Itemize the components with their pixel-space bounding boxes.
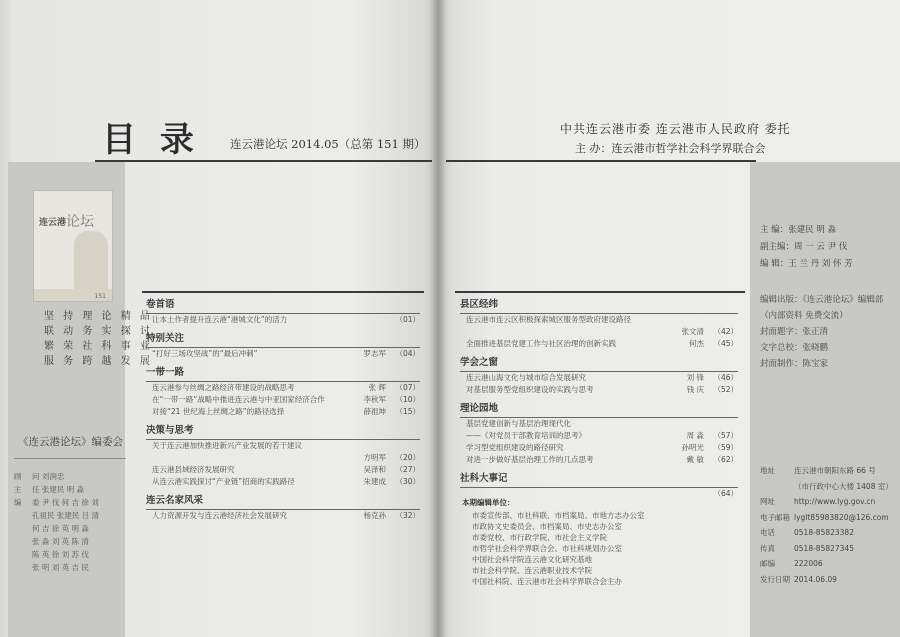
- editorial-board-row: [14, 522, 120, 535]
- toc-entry-author: 刘 锋: [686, 373, 704, 382]
- toc-entry-title: 关于连云港加快推进新兴产业发展的若干建议: [152, 441, 302, 450]
- board-role: [14, 561, 32, 574]
- toc-entry-author: 戴 敏: [686, 455, 704, 464]
- toc-entry-author: 张 辉: [368, 383, 386, 392]
- toc-entry: [146, 510, 420, 522]
- book-gutter: [430, 0, 446, 637]
- editorial-board-row: [14, 509, 120, 522]
- toc-entry-author: 罗志军: [363, 349, 386, 358]
- board-names: 任 张建民 明 淼: [32, 485, 85, 494]
- editorial-board-row: [14, 548, 120, 561]
- contact-row: [760, 572, 893, 588]
- toc-section-heading: 一带一路: [146, 366, 420, 382]
- toc-entry: [460, 454, 738, 466]
- cover-thumbnail: [33, 190, 113, 302]
- toc-entry-page: （01）: [395, 315, 420, 324]
- board-role: [14, 522, 32, 535]
- toc-entry-title: 连云港县域经济发展研究: [152, 465, 235, 474]
- toc-entry: [146, 394, 420, 406]
- board-role: [14, 548, 32, 561]
- masthead: [760, 222, 853, 273]
- header-rule-left: [95, 160, 432, 162]
- editing-units: [462, 497, 742, 587]
- units-line: 中国社科院、连云港市社会科学界联合会主办: [472, 577, 622, 586]
- contact-label: 发行日期: [760, 574, 790, 584]
- editorial-info-line: 编辑出版：《连云港论坛》编辑部: [760, 295, 884, 305]
- units-line: 市委党校、市行政学院、市社会主义学院: [472, 533, 607, 542]
- toc-entry-page: （15）: [395, 407, 420, 416]
- editorial-info: [760, 292, 883, 372]
- toc-section-heading: 决策与思考: [146, 424, 420, 440]
- toc-entry-title: 连云港参与丝绸之路经济带建设的战略思考: [152, 383, 295, 392]
- header-rule-right: [446, 160, 756, 162]
- toc-section-heading: 县区经纬: [460, 298, 738, 314]
- cover-big-title: 论坛: [66, 214, 94, 230]
- toc-entry-author: 孙明光: [681, 443, 704, 452]
- editorial-board-list: [14, 470, 120, 574]
- contact-label: 邮编: [760, 559, 775, 568]
- contact-label: [760, 479, 794, 495]
- toc-section-heading: 特别关注: [146, 332, 420, 348]
- contact-label: 地址: [760, 466, 775, 475]
- issue-label: 连云港论坛 2014.05（总第 151 期）: [230, 137, 426, 151]
- toc-entry-page: （64）: [713, 489, 738, 498]
- units-line: 市哲学社会科学界联合会、市社科规划办公室: [472, 544, 622, 553]
- toc-entry-page: （10）: [395, 395, 420, 404]
- toc-section-heading: 社科大事记: [460, 472, 738, 488]
- editorial-info-line: 封面题字：张正清: [760, 327, 829, 337]
- toc-entry-page: （30）: [395, 477, 420, 486]
- toc-entry: [146, 452, 420, 464]
- contact-value: lyglt85983820@126.com: [794, 512, 889, 522]
- page-title: 目 录: [102, 120, 200, 160]
- sponsor-line: 中共连云港市委 连云港市人民政府 委托: [560, 122, 791, 136]
- editorial-board-title: 《连云港论坛》编委会: [18, 436, 123, 448]
- contact-label: 电子邮箱: [760, 512, 790, 522]
- contact-row: [760, 556, 893, 572]
- editorial-board-row: [14, 483, 120, 496]
- toc-entry: [460, 338, 738, 350]
- toc-entry: [146, 314, 420, 326]
- board-role: 主: [14, 485, 22, 494]
- toc-section-heading: 卷首语: [146, 298, 420, 314]
- editorial-board-rule: [14, 458, 126, 459]
- cover-title: 连云港: [39, 218, 67, 228]
- contact-row: [760, 541, 893, 557]
- toc-entry-title: 人力资源开发与连云港经济社会发展研究: [152, 511, 287, 520]
- contact-row: [760, 494, 893, 510]
- toc-entry-title: ——《对党员干部教育培训的思考》: [466, 431, 586, 440]
- toc-entry-title: 让本土作者提升连云港“港城文化”的活力: [152, 315, 288, 324]
- editorial-info-line: （内部资料 免费交流）: [760, 311, 848, 321]
- contact-value: 222006: [794, 559, 823, 568]
- toc-entry-author: 何杰: [689, 339, 704, 348]
- toc-entry-title: 连云港山海文化与城市综合发展研究: [466, 373, 586, 382]
- toc-entry-page: （32）: [395, 511, 420, 520]
- units-line: 市委宣传部、市社科联、市档案局、市地方志办公室: [472, 511, 645, 520]
- units-line: 市社会科学院、连云港职业技术学院: [472, 566, 592, 575]
- board-role: [14, 535, 32, 548]
- toc-section-heading: 连云名家风采: [146, 494, 420, 510]
- slogan-line: 繁 荣 社 科 事 业: [44, 341, 153, 352]
- contact-row: [760, 463, 893, 479]
- masthead-line: 编 辑：王 兰 丹 刘 怀 芳: [760, 259, 853, 269]
- toc-right-column: [460, 292, 738, 500]
- board-names: 何 吉 徐 英 明 淼: [32, 524, 89, 533]
- toc-entry-title: 基层党建创新与基层治理现代化: [466, 419, 571, 428]
- toc-entry: [460, 372, 738, 384]
- toc-entry-author: 薛祖坤: [363, 407, 386, 416]
- toc-entry-page: （04）: [395, 349, 420, 358]
- cover-figure: [74, 231, 108, 291]
- contact-value: 2014.06.09: [794, 574, 837, 584]
- contact-value: （市行政中心大楼 1408 室）: [794, 481, 893, 491]
- toc-entry-title: 对基层服务型党组织建设的实践与思考: [466, 385, 594, 394]
- toc-entry-page: （07）: [395, 383, 420, 392]
- contact-row: [760, 479, 893, 495]
- toc-entry-author: 李秋军: [363, 395, 386, 404]
- contact-label: 网址: [760, 497, 775, 506]
- toc-entry-author: 吴泽和: [363, 465, 386, 474]
- contact-row: [760, 510, 893, 526]
- units-line: 市政协文史委员会、市档案局、市史志办公室: [472, 522, 622, 531]
- editorial-board-row: [14, 535, 120, 548]
- toc-entry-author: 朱建成: [363, 477, 386, 486]
- contact-label: 电话: [760, 528, 775, 537]
- units-line: 中国社会科学院连云港文化研究基地: [472, 555, 592, 564]
- toc-entry-page: （42）: [713, 327, 738, 336]
- toc-entry: [460, 430, 738, 442]
- slogan-line: 服 务 跨 越 发 展: [44, 356, 153, 367]
- contact-value: http://www.lyg.gov.cn: [794, 497, 876, 506]
- toc-entry-title: 在“一带一路”战略中推进连云港与中亚国家经济合作: [152, 395, 325, 404]
- toc-entry-title: 学习型党组织建设的路径研究: [466, 443, 564, 452]
- masthead-line: 副主编：周 一 云 尹 伐: [760, 242, 848, 252]
- toc-entry-author: 钱 庆: [686, 385, 704, 394]
- editorial-info-line: 文字总校：张晓鹏: [760, 343, 829, 353]
- slogan-block: [44, 309, 153, 369]
- toc-left-column: [146, 292, 420, 522]
- toc-entry-page: （45）: [713, 339, 738, 348]
- board-role: 编: [14, 498, 22, 507]
- units-title: 本期编辑单位：: [462, 498, 515, 507]
- toc-entry: [146, 348, 420, 360]
- contact-value: 0518-85823382: [794, 528, 854, 537]
- toc-entry-author: 杨克孙: [363, 511, 386, 520]
- toc-entry-title: 对接“21 世纪海上丝绸之路”的路径选择: [152, 407, 285, 416]
- cover-number: 151: [94, 293, 106, 300]
- board-names: 孔祖民 张建民 吕 清: [32, 511, 100, 520]
- toc-entry-page: （57）: [713, 431, 738, 440]
- toc-entry-page: （52）: [713, 385, 738, 394]
- board-role: [14, 509, 32, 522]
- toc-entry-title: 连云港市连云区积极探索城区服务型政府建设路径: [466, 315, 631, 324]
- slogan-line: 联 动 务 实 探 讨: [44, 326, 153, 337]
- toc-entry-title: “打好三场攻坚战”的“最后冲刺”: [152, 349, 258, 358]
- contact-value: 0518-85827345: [794, 543, 854, 553]
- toc-entry: [146, 440, 420, 452]
- editorial-board-row: [14, 496, 120, 509]
- board-names: 张 淼 刘 英 陈 清: [32, 537, 89, 546]
- toc-entry-title: 从连云港实践探讨“产业链”招商的实践路径: [152, 477, 295, 486]
- toc-entry: [460, 314, 738, 326]
- board-names: 陈 英 徐 刘 苏 伐: [32, 550, 89, 559]
- toc-entry-page: （46）: [713, 373, 738, 382]
- toc-entry: [146, 382, 420, 394]
- host-line: 主 办：连云港市哲学社会科学界联合会: [575, 142, 766, 155]
- masthead-line: 主 编：张建民 明 淼: [760, 225, 837, 235]
- slogan-line: 坚 持 理 论 精 品: [44, 311, 153, 322]
- toc-section-heading: 理论园地: [460, 402, 738, 418]
- toc-entry-title: 全面推进基层党建工作与社区治理的创新实践: [466, 339, 616, 348]
- toc-entry-page: （62）: [713, 455, 738, 464]
- contact-label: 传真: [760, 543, 775, 553]
- board-names: 张 明 刘 英 吉 民: [32, 563, 89, 572]
- board-names: 问 刘润忠: [32, 472, 65, 481]
- toc-entry-page: （20）: [395, 453, 420, 462]
- board-names: 委 尹 伐 何 吉 徐 刘: [32, 498, 99, 507]
- board-role: 顾: [14, 472, 22, 481]
- toc-entry: [460, 418, 738, 430]
- toc-entry-page: （27）: [395, 465, 420, 474]
- units-lines: [462, 510, 742, 587]
- toc-entry: [460, 326, 738, 338]
- toc-entry: [460, 442, 738, 454]
- editorial-info-line: 封面制作：陈宝家: [760, 359, 829, 369]
- toc-section-heading: 学会之窗: [460, 356, 738, 372]
- editorial-board-row: [14, 470, 120, 483]
- toc-entry: [460, 384, 738, 396]
- contact-row: [760, 525, 893, 541]
- toc-entry: [146, 406, 420, 418]
- contact-info: [760, 463, 893, 587]
- toc-entry-author: 周 淼: [686, 431, 704, 440]
- toc-entry: [146, 476, 420, 488]
- toc-entry-page: （59）: [713, 443, 738, 452]
- toc-entry-author: 张文清: [681, 327, 704, 336]
- editorial-board-row: [14, 561, 120, 574]
- toc-entry: [146, 464, 420, 476]
- toc-entry-author: 方明军: [363, 453, 386, 462]
- toc-entry-title: 对进一步做好基层治理工作的几点思考: [466, 455, 594, 464]
- contact-value: 连云港市朝阳东路 66 号: [794, 466, 876, 475]
